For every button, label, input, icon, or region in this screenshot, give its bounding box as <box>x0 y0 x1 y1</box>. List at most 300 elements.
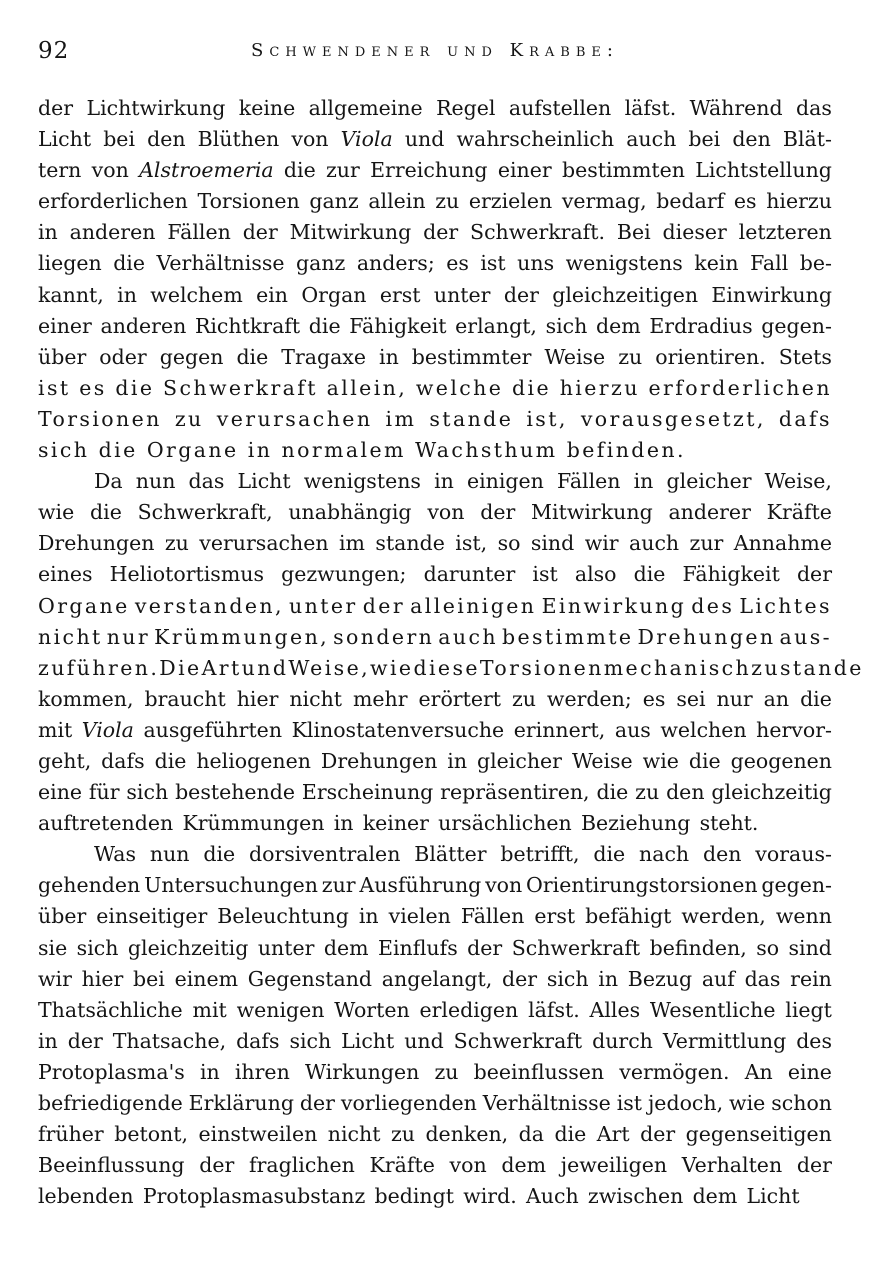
word: Blüthen <box>197 127 280 152</box>
word: über <box>38 904 87 929</box>
word: bei <box>133 966 165 991</box>
word: gezwungen; <box>281 562 407 587</box>
word: hierzu <box>559 375 640 400</box>
word: braucht <box>144 686 226 711</box>
word: der <box>503 282 539 307</box>
word: dafs <box>778 406 832 431</box>
word: Protoplasma's <box>38 1059 185 1084</box>
word: läfst. <box>624 96 677 120</box>
word: kannt, <box>38 282 104 307</box>
text-line <box>38 435 832 466</box>
word: es <box>733 189 757 214</box>
word: Alstroemeria <box>139 158 274 183</box>
word: erst <box>534 904 576 929</box>
word: Erdradius <box>649 313 753 338</box>
word: Verhältnisse <box>482 1091 611 1115</box>
word: dorsiventralen <box>248 842 401 867</box>
text-line <box>38 715 832 746</box>
word: erst <box>379 282 421 307</box>
word: sich <box>38 438 90 463</box>
word: ist, <box>526 406 568 431</box>
text-line <box>38 653 864 684</box>
word: in <box>38 220 58 245</box>
word: der <box>467 935 503 960</box>
word: wenn <box>775 904 832 929</box>
word: mit <box>38 717 73 742</box>
word: Fall <box>750 251 789 276</box>
word: sich <box>545 313 588 338</box>
text-line <box>38 901 832 932</box>
word: Schwerkraft <box>163 375 318 400</box>
word: eine <box>787 1059 832 1084</box>
word: jedoch, <box>647 1091 724 1115</box>
word: mit <box>192 997 227 1022</box>
text-line <box>38 870 832 901</box>
word: keiner <box>362 811 429 836</box>
word: einseitiger <box>96 904 208 929</box>
word: in <box>38 1028 58 1053</box>
word: bei <box>688 127 721 152</box>
word: aufstellen <box>508 96 612 120</box>
word: ursächlichen <box>438 811 572 836</box>
word: dafs <box>236 1028 280 1053</box>
word: der <box>67 1028 103 1053</box>
word: Organ <box>301 282 367 307</box>
word: Orientirungstorsionen <box>526 873 758 898</box>
word: bestimmter <box>411 344 532 369</box>
word: erzielen <box>468 189 553 214</box>
text-line <box>38 373 832 404</box>
word: wenigstens <box>303 469 421 494</box>
word: betrifft, <box>500 842 580 867</box>
word: vorliegenden <box>340 1091 477 1115</box>
word: allgemeine <box>308 96 423 120</box>
word: anderer <box>668 500 751 525</box>
word: ist <box>616 1091 643 1115</box>
word: einem <box>174 966 239 991</box>
word: nun <box>149 842 190 867</box>
word: über <box>38 344 87 369</box>
word: Protoplasmasubstanz <box>142 1184 366 1209</box>
word: orientiren. <box>655 344 766 369</box>
word: durch <box>592 1028 653 1053</box>
word: Fähigkeit <box>349 313 447 338</box>
word: aus <box>614 717 651 742</box>
word: Organe <box>38 593 130 618</box>
text-line <box>38 528 832 559</box>
word: da <box>518 1122 545 1147</box>
word: unter <box>433 282 491 307</box>
word: auch <box>438 624 498 649</box>
text-line <box>38 248 832 279</box>
word: welchen <box>660 717 747 742</box>
word: geogenen <box>730 748 832 773</box>
word: die <box>512 375 552 400</box>
word: geht, <box>38 748 92 773</box>
text-line <box>38 1181 832 1212</box>
text-line <box>38 839 832 870</box>
word: ist <box>480 251 506 276</box>
word: Art <box>596 1122 630 1147</box>
word: die <box>554 1122 587 1147</box>
word: die <box>154 748 187 773</box>
word: und <box>404 127 445 152</box>
page-header <box>38 38 832 68</box>
word: stande <box>429 406 514 431</box>
word: Regel <box>436 96 496 120</box>
word: ist <box>38 375 71 400</box>
word: allein <box>368 189 426 214</box>
word: die <box>800 686 832 711</box>
word: bestehende <box>175 780 295 805</box>
word: die <box>115 375 155 400</box>
word: Einflufs <box>378 935 458 960</box>
word: nun <box>135 469 176 494</box>
text-line <box>38 124 832 155</box>
word: zwischen <box>587 1184 684 1209</box>
word: Drehungen <box>320 748 438 773</box>
word: hier <box>236 686 279 711</box>
word: Verhältnisse <box>156 251 285 276</box>
word: zu <box>174 406 204 431</box>
word: Licht <box>341 1028 395 1053</box>
word: Gegenstand <box>247 966 373 991</box>
word: be- <box>799 251 832 276</box>
text-line <box>38 964 832 995</box>
word: beeinflussen <box>473 1059 605 1084</box>
word: Untersuchungen <box>144 873 318 898</box>
word: bestimmten <box>561 158 685 183</box>
word: vielen <box>388 904 451 929</box>
body-text <box>38 93 864 1212</box>
word: werden; <box>546 686 632 711</box>
word: wir <box>38 966 72 991</box>
word: so <box>756 935 780 960</box>
word: Schwerkraft. <box>470 220 606 245</box>
word: Fällen <box>556 469 621 494</box>
word: der <box>362 593 406 618</box>
word: sich <box>289 1028 332 1053</box>
word: in <box>333 811 354 836</box>
word: Organe <box>146 438 239 463</box>
word: befinden, <box>649 935 747 960</box>
word: die <box>688 748 721 773</box>
text-line <box>38 1057 832 1088</box>
word: Weise, <box>288 655 371 680</box>
word: den <box>147 127 186 152</box>
text-line <box>38 1088 832 1119</box>
word: Drehungen <box>637 624 776 649</box>
word: in <box>199 1059 220 1084</box>
word: Blät- <box>782 127 832 152</box>
word: die <box>236 344 269 369</box>
word: Während <box>689 96 783 120</box>
word: unabhängig <box>288 500 412 525</box>
word: nach <box>639 842 690 867</box>
word: anderen <box>100 313 187 338</box>
word: Stets <box>778 344 832 369</box>
word: und <box>404 1028 444 1053</box>
word: fraglichen <box>248 1153 355 1178</box>
word: liegen <box>38 251 102 276</box>
word: dem <box>501 1153 547 1178</box>
word: normalem <box>281 438 406 463</box>
word: in <box>247 438 273 463</box>
word: ganz <box>295 251 346 276</box>
word: wenigstens <box>565 251 683 276</box>
word: ganz <box>309 189 359 214</box>
word: hervor- <box>756 717 832 742</box>
word: mechanisch <box>603 655 752 680</box>
word: sich <box>546 966 589 991</box>
word: sind <box>530 531 575 556</box>
word: die <box>113 251 145 276</box>
word: bestimmte <box>502 624 634 649</box>
word: gleichzeitig <box>127 935 249 960</box>
text-line <box>38 217 832 248</box>
word: die <box>283 158 316 183</box>
word: Licht <box>746 1184 800 1209</box>
word: verursachen <box>216 406 373 431</box>
word: Fällen <box>167 220 231 245</box>
word: in <box>434 469 454 494</box>
word: es <box>446 251 469 276</box>
word: dieser <box>662 220 727 245</box>
word: Viola <box>81 717 134 742</box>
word: darunter <box>423 562 516 587</box>
word: Beleuchtung <box>217 904 349 929</box>
text-line <box>38 1119 832 1150</box>
word: dem <box>692 1184 738 1209</box>
word: erörtert <box>418 686 501 711</box>
word: die <box>90 500 122 525</box>
word: tern <box>38 158 82 183</box>
word: Richtkraft <box>194 313 301 338</box>
word: letzteren <box>738 220 832 245</box>
word: zu <box>390 1122 415 1147</box>
word: Schwerkraft <box>453 1028 583 1053</box>
word: das <box>188 469 225 494</box>
word: hier <box>81 966 124 991</box>
word: gehenden <box>38 873 141 898</box>
word: Einwirkung <box>541 593 687 618</box>
word: Bei <box>616 220 651 245</box>
word: Erreichung <box>370 158 488 183</box>
word: gegen <box>159 344 224 369</box>
text-line <box>38 777 832 808</box>
word: die <box>593 842 626 867</box>
word: früher <box>38 1122 104 1147</box>
word: stande <box>375 531 445 556</box>
word: auftretenden <box>38 811 174 836</box>
word: es <box>642 686 666 711</box>
word: der <box>38 96 74 120</box>
word: vermögen. <box>619 1059 730 1084</box>
page-number: 92 <box>38 38 70 64</box>
word: der <box>423 220 459 245</box>
word: sondern <box>333 624 435 649</box>
word: des <box>691 593 735 618</box>
word: nur <box>106 624 151 649</box>
word: Verhalten <box>681 1153 783 1178</box>
word: den <box>702 842 742 867</box>
word: An <box>744 1059 773 1084</box>
word: der <box>480 500 516 525</box>
text-line <box>38 995 832 1026</box>
word: die <box>203 842 236 867</box>
word: erforderlichen <box>38 189 188 214</box>
word: sich <box>76 935 119 960</box>
word: dafs <box>101 748 145 773</box>
text-line <box>38 622 832 653</box>
word: Torsionen <box>197 189 300 214</box>
word: uns <box>517 251 555 276</box>
word: Worten <box>334 997 410 1022</box>
word: angelangt, <box>381 966 493 991</box>
word: der <box>640 1122 676 1147</box>
word: welche <box>415 375 504 400</box>
word: betont, <box>114 1122 189 1147</box>
word: Annahme <box>733 531 832 556</box>
word: der <box>242 220 278 245</box>
word: Krümmungen, <box>154 624 330 649</box>
word: erforderlichen <box>648 375 832 400</box>
word: Lichtes <box>739 593 832 618</box>
word: nur <box>716 686 753 711</box>
word: Erklärung <box>188 1091 294 1115</box>
word: Klinostatenversuche <box>291 717 505 742</box>
word: keine <box>238 96 296 120</box>
word: in <box>117 282 137 307</box>
word: Die <box>159 655 202 680</box>
word: Beeinflussung <box>38 1153 185 1178</box>
word: Wachsthum <box>415 438 558 463</box>
word: das <box>796 96 832 120</box>
word: bedarf <box>656 189 725 214</box>
word: Schwerkraft, <box>137 500 273 525</box>
word: zu <box>618 344 643 369</box>
word: Weise <box>544 344 606 369</box>
word: die <box>308 313 341 338</box>
word: Blätter <box>414 842 487 867</box>
word: wie <box>38 500 75 525</box>
word: Wirkungen <box>304 1059 420 1084</box>
word: ein <box>256 282 289 307</box>
word: die <box>98 438 138 463</box>
word: Licht <box>38 127 92 152</box>
word: zu <box>434 1059 459 1084</box>
word: von <box>91 158 129 183</box>
word: bedingt <box>374 1184 454 1209</box>
word: und <box>241 655 289 680</box>
word: zu <box>435 189 460 214</box>
word: dem <box>596 313 641 338</box>
word: Bezug <box>627 966 693 991</box>
word: vermag, <box>561 189 647 214</box>
word: anderen <box>69 220 156 245</box>
word: wird. <box>463 1184 517 1209</box>
word: zur <box>689 531 724 556</box>
paragraph <box>38 466 864 839</box>
word: Kräfte <box>369 1153 435 1178</box>
word: Fähigkeit <box>682 562 780 587</box>
word: von <box>449 1153 487 1178</box>
text-line <box>38 591 832 622</box>
word: steht. <box>699 811 759 836</box>
word: den <box>732 127 771 152</box>
word: läfst. <box>528 997 580 1022</box>
word: mehr <box>352 686 408 711</box>
word: so <box>497 531 521 556</box>
word: Mitwirkung <box>531 500 653 525</box>
word: der <box>796 562 832 587</box>
word: zu <box>635 780 660 805</box>
word: vorausgesetzt, <box>580 406 766 431</box>
word: von <box>427 500 465 525</box>
word: der <box>299 1091 335 1115</box>
word: Wesentliche <box>649 997 776 1022</box>
word: wenigen <box>236 997 325 1022</box>
text-line <box>38 933 832 964</box>
word: auf <box>701 966 735 991</box>
paragraph <box>38 93 832 466</box>
word: eine <box>38 780 83 805</box>
word: in <box>358 904 379 929</box>
word: der <box>796 1153 832 1178</box>
paragraph <box>38 839 832 1212</box>
text-line <box>38 746 832 777</box>
text-line <box>38 404 832 435</box>
text-line <box>38 311 832 342</box>
word: anders; <box>356 251 435 276</box>
word: schon <box>771 1091 832 1115</box>
word: zu <box>751 655 780 680</box>
word: Weise, <box>764 469 832 494</box>
word: Beziehung <box>580 811 691 836</box>
word: nicht <box>327 1122 381 1147</box>
word: Einwirkung <box>711 282 832 307</box>
word: Torsionen <box>479 655 604 680</box>
word: sie <box>38 935 68 960</box>
word: nicht <box>289 686 343 711</box>
word: der <box>199 1153 235 1178</box>
text-line <box>38 186 832 217</box>
word: verstanden, <box>134 593 284 618</box>
word: erlangt, <box>455 313 537 338</box>
text-line <box>38 497 832 528</box>
word: hierzu <box>766 189 832 214</box>
word: Erscheinung <box>301 780 434 805</box>
word: auch <box>629 531 680 556</box>
word: in <box>598 966 619 991</box>
word: die <box>633 562 666 587</box>
word: Lichtstellung <box>695 158 832 183</box>
word: eines <box>38 562 93 587</box>
word: befriedigende <box>38 1091 183 1115</box>
word: sei <box>676 686 706 711</box>
word: einigen <box>466 469 544 494</box>
word: Thatsächliche <box>38 997 183 1022</box>
word: liegt <box>785 997 832 1022</box>
word: befinden. <box>566 438 686 463</box>
word: Fällen <box>460 904 525 929</box>
word: Torsionen <box>38 406 162 431</box>
text-line <box>38 1150 832 1181</box>
word: Heliotortismus <box>109 562 264 587</box>
word: ist, <box>455 531 488 556</box>
word: einer <box>38 313 92 338</box>
word: denken, <box>425 1122 509 1147</box>
